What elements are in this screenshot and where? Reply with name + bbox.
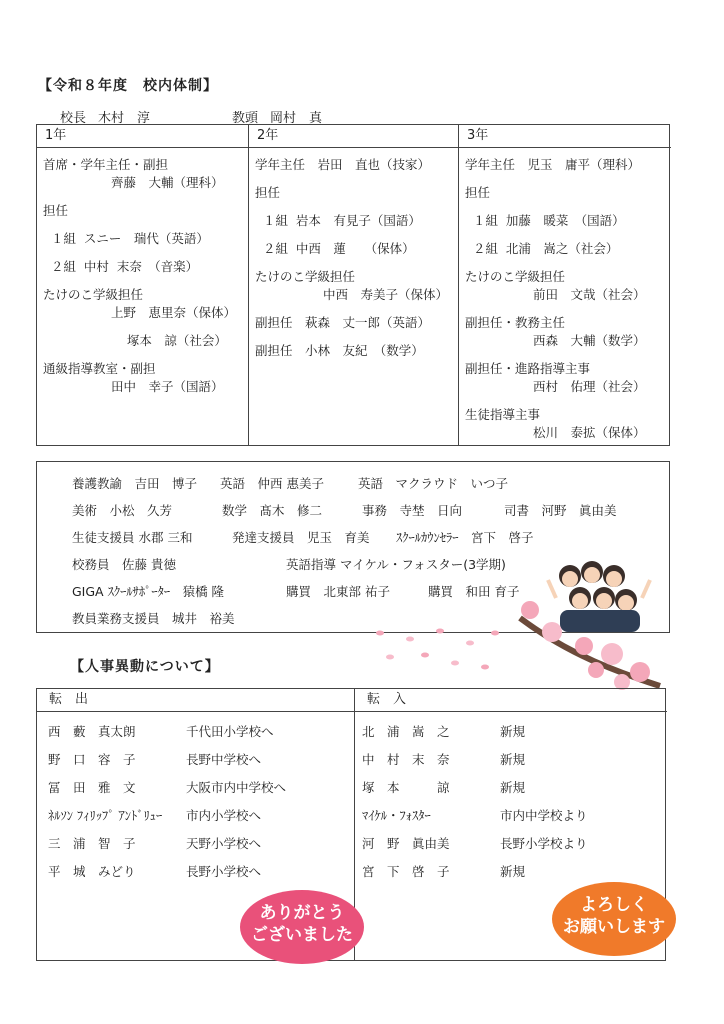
grade-entry — [43, 156, 248, 192]
grade-entry-line1: ２組 北浦 嵩之（社会） — [465, 241, 619, 256]
grade-entry-line1: たけのこ学級担任 — [255, 269, 356, 284]
grade-entry — [43, 360, 248, 396]
teacher-group-icon — [548, 561, 650, 632]
transfer-name: 三 浦 智 子 — [48, 836, 136, 851]
grade-entry-line1: ２組 中西 蓮 （保体） — [255, 241, 415, 256]
grade-entry-line1: 副担任 萩森 丈一郎（英語） — [255, 315, 431, 330]
grade-entry-line2: 齊藤 大輔（理科） — [111, 175, 224, 190]
grade-entry-line1: １組 加藤 暖菜 （国語） — [465, 213, 625, 228]
vice-principal-label: 教頭 — [232, 111, 259, 126]
grade-entry — [43, 332, 248, 350]
transfer-in-header: 転 入 — [355, 689, 667, 712]
staff-entry: 美術 小松 久芳 — [72, 503, 173, 518]
grade-entry — [465, 156, 671, 174]
staff-entry: 司書 河野 眞由美 — [504, 503, 617, 518]
staff-entry: 購買 北東部 祐子 — [286, 584, 390, 599]
grade-entry-line1: 通級指導教室・副担 — [43, 361, 156, 376]
thank-you-line2: ございました — [251, 925, 353, 945]
grade-entry-line1: 副担任・進路指導主事 — [465, 361, 591, 376]
grade-entry — [465, 406, 671, 442]
grade-entry-line1: 副担任 小林 友紀 （数学） — [255, 343, 424, 358]
grade-entry-line1: 担任 — [43, 203, 69, 218]
transfer-name: 宮 下 啓 子 — [362, 864, 450, 879]
grade-entry — [255, 268, 458, 304]
transfer-name: 中 村 末 奈 — [362, 752, 450, 767]
transfer-destination: 長野小学校より — [500, 836, 588, 851]
transfer-destination: 新規 — [500, 864, 526, 879]
grade-entry-line2: 上野 恵里奈（保体） — [111, 305, 237, 320]
grade-entry-line1: ２組 中村 末奈 （音楽） — [43, 259, 199, 274]
falling-petals-icon — [370, 625, 520, 675]
grade-entry-line1: １組 スニー 瑞代（英語） — [43, 231, 209, 246]
staff-entry: 生徒支援員 水郡 三和 — [72, 530, 193, 545]
grade-entry-line2: 前田 文哉（社会） — [533, 287, 646, 302]
staff-entry: 数学 髙木 修二 — [222, 503, 323, 518]
grade-entry — [255, 240, 458, 258]
transfer-name: 河 野 眞由美 — [362, 836, 450, 851]
teachers-illustration — [500, 548, 670, 708]
grade-entry-line1: たけのこ学級担任 — [43, 287, 144, 302]
grade-1-header: 1年 — [37, 125, 248, 148]
section-title: 【令和８年度 校内体制】 — [38, 78, 218, 94]
transfer-name: ﾈﾙｿﾝ ﾌｨﾘｯﾌﾟ ｱﾝﾄﾞﾘｭｰ — [48, 808, 163, 823]
grade-entry — [255, 342, 458, 360]
grade-entry-line2: 松川 泰拡（保体） — [533, 425, 646, 440]
transfer-name: ﾏｲｹﾙ・ﾌｫｽﾀｰ — [362, 808, 431, 823]
welcome-line1: よろしく — [580, 895, 648, 915]
grade-entry-line1: 学年主任 岩田 直也（技家） — [255, 157, 431, 172]
grade-entry-line1: 担任 — [255, 185, 281, 200]
transfer-destination: 千代田小学校へ — [186, 724, 274, 739]
grade-entry — [465, 184, 671, 202]
transfer-name: 平 城 みどり — [48, 864, 136, 879]
grade-2-column — [249, 125, 459, 445]
grade-entry-line2: 西森 大輔（数学） — [533, 333, 646, 348]
grade-entry — [465, 360, 671, 396]
grade-entry — [43, 230, 248, 248]
vice-principal-name: 岡村 真 — [270, 111, 323, 126]
grade-entry-line1: 副担任・教務主任 — [465, 315, 566, 330]
transfer-name: 野 口 容 子 — [48, 752, 136, 767]
transfer-destination: 新規 — [500, 780, 526, 795]
thank-you-line1: ありがとう — [259, 903, 345, 923]
staff-entry: GIGA ｽｸｰﾙｻﾎﾟｰﾀｰ 猿橋 隆 — [72, 584, 225, 599]
transfer-out-header: 転 出 — [37, 689, 354, 712]
transfer-destination: 市内中学校より — [500, 808, 588, 823]
staff-entry: 校務員 佐藤 貴徳 — [72, 557, 176, 572]
grade-entry — [465, 268, 671, 304]
grade-2-entries — [249, 148, 458, 360]
grade-entry-line1: 学年主任 児玉 庸平（理科） — [465, 157, 641, 172]
staff-entry: ｽｸｰﾙｶｳﾝｾﾗｰ 宮下 啓子 — [396, 530, 534, 545]
transfer-name: 北 浦 嵩 之 — [362, 724, 450, 739]
grade-entry-line2: 塚本 諒（社会） — [111, 333, 227, 348]
grade-1-entries — [37, 148, 248, 396]
transfer-destination: 新規 — [500, 724, 526, 739]
grades-table — [36, 124, 670, 446]
staff-entry: 養護教諭 吉田 博子 — [72, 476, 198, 491]
staff-entry: 英語 マクラウド いつ子 — [358, 476, 509, 491]
staff-entry: 教員業務支援員 城井 裕美 — [72, 611, 235, 626]
principal-name: 木村 淳 — [98, 111, 151, 126]
grade-entry — [255, 184, 458, 202]
grade-3-column — [459, 125, 671, 445]
staff-entry: 発達支援員 児玉 育美 — [232, 530, 370, 545]
grade-entry-line1: 担任 — [465, 185, 491, 200]
grade-entry — [465, 314, 671, 350]
transfer-name: 冨 田 雅 文 — [48, 780, 136, 795]
transfer-destination: 大阪市内中学校へ — [186, 780, 287, 795]
grade-3-header: 3年 — [459, 125, 671, 148]
transfer-destination: 天野小学校へ — [186, 836, 262, 851]
principal-label: 校長 — [60, 111, 87, 126]
transfer-section-title: 【人事異動について】 — [70, 659, 220, 675]
welcome-badge — [552, 882, 676, 956]
welcome-line2: お願いします — [563, 917, 665, 937]
staff-entry: 英語 仲西 惠美子 — [220, 476, 324, 491]
grade-3-entries — [459, 148, 671, 442]
grade-entry — [255, 212, 458, 230]
grade-entry-line2: 西村 佑理（社会） — [533, 379, 646, 394]
transfer-name: 西 藪 真太朗 — [48, 724, 136, 739]
thank-you-badge — [240, 890, 364, 964]
grade-entry — [43, 202, 248, 220]
grade-entry-line2: 田中 幸子（国語） — [111, 379, 224, 394]
grade-entry-line1: 首席・学年主任・副担 — [43, 157, 169, 172]
transfer-name: 塚 本 諒 — [362, 780, 450, 795]
grade-1-column — [37, 125, 249, 445]
grade-entry — [255, 314, 458, 332]
grade-entry — [465, 240, 671, 258]
transfer-destination: 長野小学校へ — [186, 864, 262, 879]
grade-entry — [465, 212, 671, 230]
staff-entry: 英語指導 マイケル・フォスター(3学期) — [286, 557, 506, 572]
staff-entry: 事務 寺埜 日向 — [362, 503, 463, 518]
grade-entry-line1: たけのこ学級担任 — [465, 269, 566, 284]
staff-entry: 購買 和田 育子 — [428, 584, 520, 599]
grade-entry — [43, 258, 248, 276]
grade-entry — [255, 156, 458, 174]
transfer-destination: 新規 — [500, 752, 526, 767]
grade-entry-line2: 中西 寿美子（保体） — [323, 287, 449, 302]
grade-entry-line1: 生徒指導主事 — [465, 407, 541, 422]
grade-entry-line1: １組 岩本 有見子（国語） — [255, 213, 421, 228]
transfer-destination: 市内小学校へ — [186, 808, 262, 823]
grade-2-header: 2年 — [249, 125, 458, 148]
grade-entry — [43, 286, 248, 322]
transfer-destination: 長野中学校へ — [186, 752, 262, 767]
